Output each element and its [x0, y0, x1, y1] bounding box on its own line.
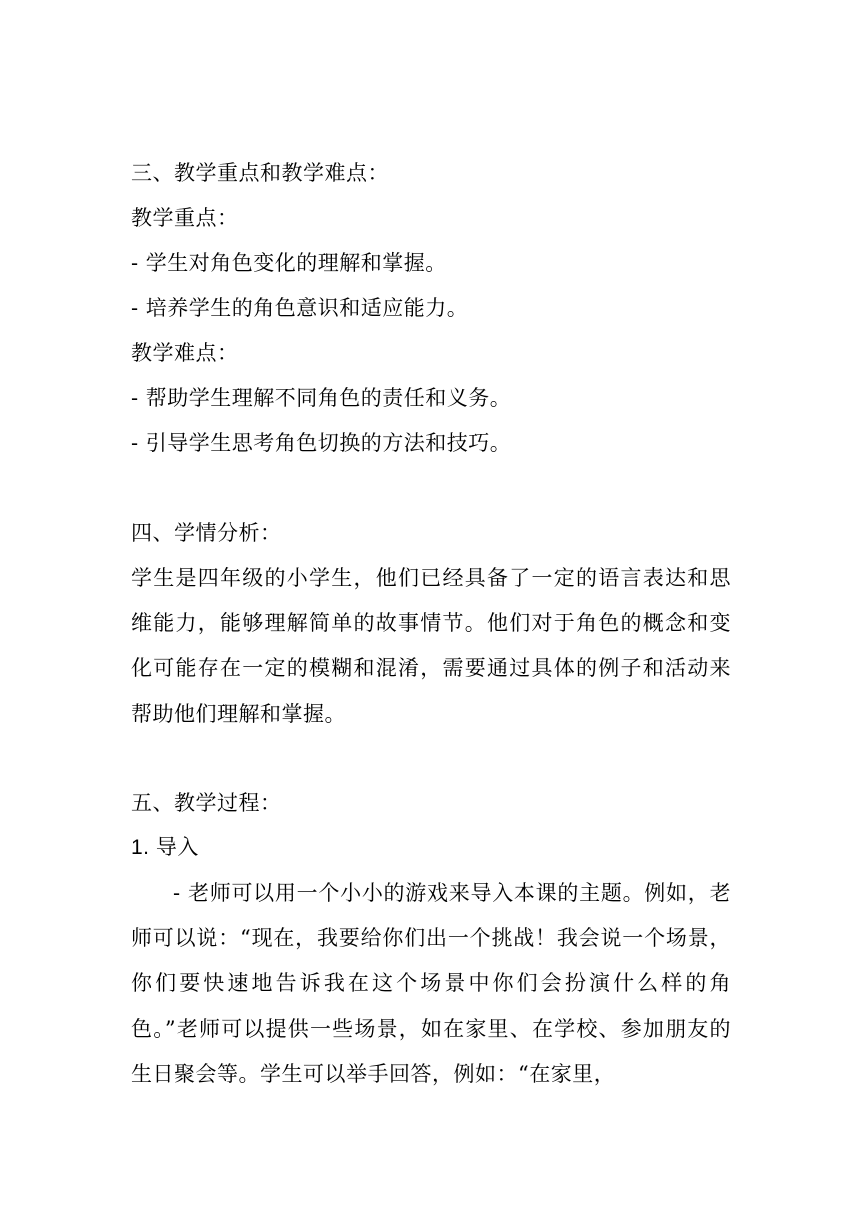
- difficulty-item: - 引导学生思考角色切换的方法和技巧。: [131, 431, 512, 455]
- section4-heading: 四、学情分析：: [131, 521, 282, 545]
- step1-title: 1. 导入: [131, 836, 199, 859]
- section3-heading: 三、教学重点和教学难点：: [131, 161, 389, 185]
- difficulties-label: 教学难点：: [131, 341, 239, 365]
- step1-body: - 老师可以用一个小小的游戏来导入本课的主题。例如，老师可以说：“现在，我要给你们出一个挑战！我会说一个场景，你们要快速地告诉我在这个场景中你们会扮演什么样的角色。”老师可以提供一些场景，如在家里、在学校、参加朋友的生日聚会等。学生可以举手回答，例如：“在家里，: [131, 881, 731, 1086]
- key-point-item: - 学生对角色变化的理解和掌握。: [131, 251, 447, 275]
- difficulty-item: - 帮助学生理解不同角色的责任和义务。: [131, 386, 512, 410]
- key-points-label: 教学重点：: [131, 206, 239, 230]
- key-point-item: - 培养学生的角色意识和适应能力。: [131, 296, 469, 320]
- section5-heading: 五、教学过程：: [131, 791, 282, 815]
- section4-body: 学生是四年级的小学生，他们已经具备了一定的语言表达和思维能力，能够理解简单的故事情节。他们对于角色的概念和变化可能存在一定的模糊和混淆，需要通过具体的例子和活动来帮助他们理解和掌握。: [131, 566, 731, 726]
